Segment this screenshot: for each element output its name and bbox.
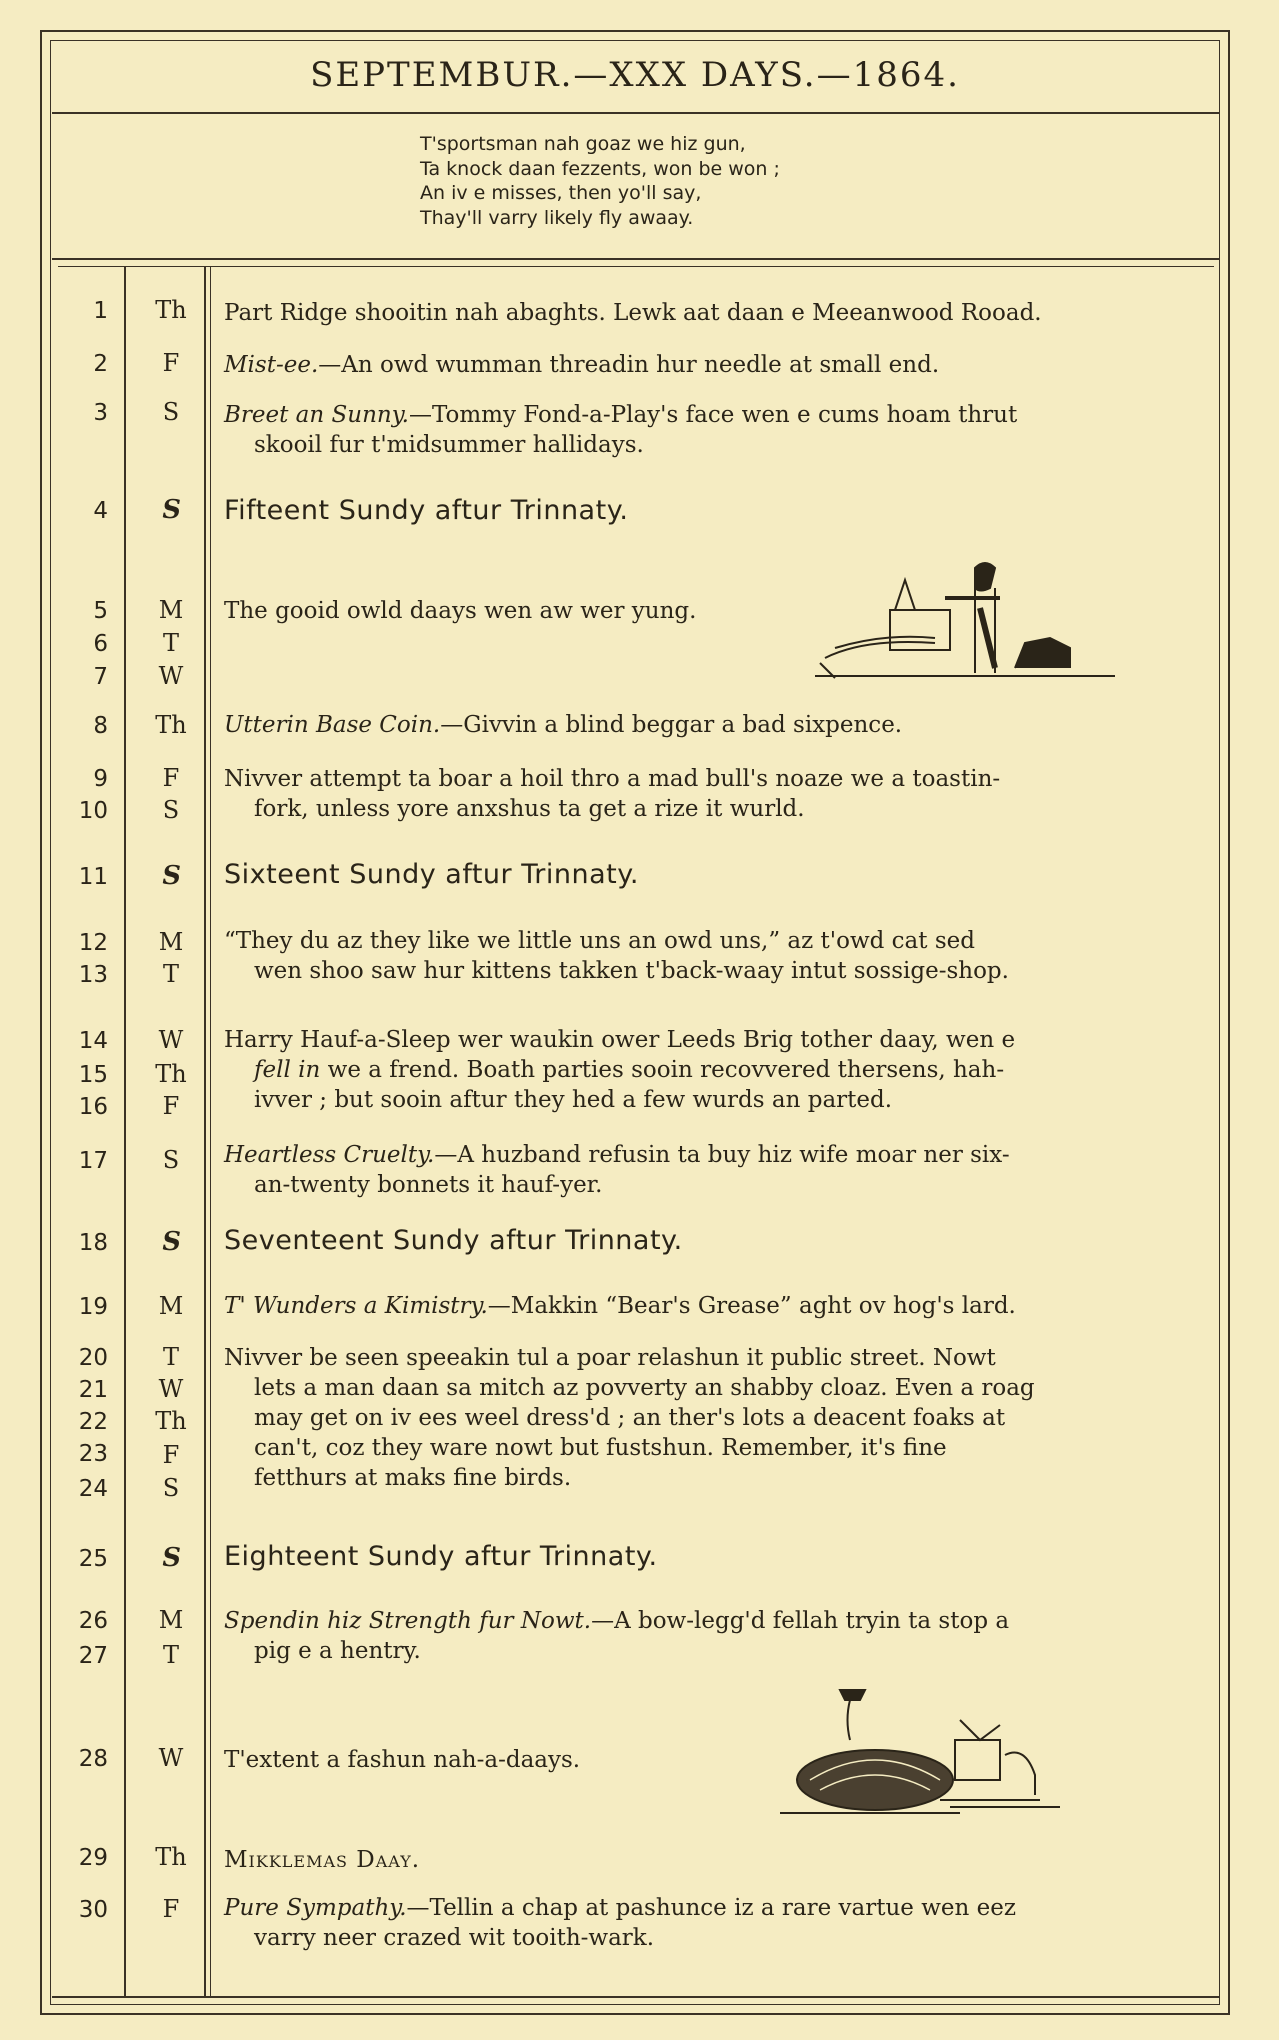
- entry-17: [224, 1140, 1204, 1200]
- weekday: W: [158, 1026, 184, 1054]
- day-number: 9: [93, 766, 108, 792]
- day-number: 24: [78, 1476, 108, 1502]
- day-number: 12: [78, 930, 108, 956]
- entry-text: —Tommy Fond-a-Play's face wen e cums hoam thrut: [408, 402, 1018, 428]
- entry-30: [224, 1893, 1204, 1953]
- poem-line: An iv e misses, then yo'll say,: [420, 182, 702, 204]
- weekday: M: [158, 1606, 184, 1634]
- entry-continuation: lets a man daan sa mitch az povverty an shabby cloaz. Even a roag: [254, 1375, 1035, 1401]
- entry-19: [224, 1291, 1204, 1321]
- entry-text: —A bow-legg'd fellah tryin ta stop a: [591, 1608, 1010, 1634]
- weekday: F: [162, 1092, 180, 1120]
- entry-20: [224, 1343, 1204, 1493]
- day-number: 27: [78, 1643, 108, 1669]
- entry-text: —Makkin “Bear's Grease” aght ov hog's lard.: [487, 1293, 1016, 1319]
- day-number: 2: [93, 351, 108, 377]
- entry-9: [224, 764, 1204, 824]
- entry-continuation: pig e a hentry.: [254, 1638, 421, 1664]
- entry-12: [224, 926, 1204, 986]
- day-number: 6: [93, 631, 108, 657]
- weekday: Th: [155, 1060, 187, 1088]
- weekday: S: [162, 796, 180, 824]
- weekday: M: [158, 1292, 184, 1320]
- day-number: 15: [78, 1062, 108, 1088]
- entry-text: Harry Hauf-a-Sleep wer waukin ower Leeds Brig tother daay, wen e: [224, 1027, 1016, 1053]
- col-divider-3: [210, 266, 211, 1996]
- weekday: F: [162, 1895, 180, 1923]
- entry-text: we a frend. Boath parties sooin recovvered thersens, hah-: [320, 1057, 1005, 1083]
- day-number: 11: [78, 864, 108, 890]
- day-number: 30: [78, 1897, 108, 1923]
- day-number: 5: [93, 598, 108, 624]
- day-number: 28: [78, 1746, 108, 1772]
- entry-heading: Breet an Sunny.: [224, 402, 409, 428]
- day-number: 3: [93, 400, 108, 426]
- entry-continuation: skooil fur t'midsummer hallidays.: [254, 432, 644, 458]
- day-number: 19: [78, 1294, 108, 1320]
- sunday-symbol: S: [158, 495, 184, 525]
- entry-heading: Spendin hiz Strength fur Nowt.: [224, 1608, 592, 1634]
- entry-text: “They du az they like we little uns an owd uns,” az t'owd cat sed: [224, 928, 975, 954]
- day-number: 21: [78, 1377, 108, 1403]
- day-number: 22: [78, 1409, 108, 1435]
- weekday: T: [162, 960, 179, 988]
- entry-28: T'extent a fashun nah-a-daays.: [224, 1747, 581, 1773]
- sunday-symbol: S: [158, 1227, 184, 1257]
- weekday: W: [158, 1744, 184, 1772]
- sunday-symbol: S: [158, 861, 184, 891]
- day-number: 17: [78, 1148, 108, 1174]
- entry-emphasis: fell in: [254, 1057, 321, 1083]
- entry-heading: Pure Sympathy.: [224, 1895, 407, 1921]
- day-number: 8: [93, 713, 108, 739]
- sunday-heading: Sixteent Sundy aftur Trinnaty.: [224, 859, 639, 890]
- weekday: W: [158, 1375, 184, 1403]
- sunday-heading: Eighteent Sundy aftur Trinnaty.: [224, 1541, 658, 1572]
- day-number: 7: [93, 664, 108, 690]
- col-divider-2: [204, 266, 206, 1996]
- weekday: T: [162, 1641, 179, 1669]
- entry-26: [224, 1606, 1204, 1666]
- day-number: 26: [78, 1608, 108, 1634]
- entry-continuation: an-twenty bonnets it hauf-yer.: [254, 1172, 603, 1198]
- day-number: 16: [78, 1094, 108, 1120]
- weekday: Th: [155, 296, 187, 324]
- page-title: SEPTEMBUR.—XXX DAYS.—1864.: [310, 55, 960, 95]
- weekday: T: [162, 1343, 179, 1371]
- entry-continuation: can't, coz they ware nowt but fustshun. Remember, it's fine: [254, 1435, 947, 1461]
- poem-line: T'sportsman nah goaz we hiz gun,: [420, 133, 746, 155]
- weekday: Th: [155, 1407, 187, 1435]
- entry-text: —Givvin a blind beggar a bad sixpence.: [440, 712, 903, 738]
- entry-continuation: wen shoo saw hur kittens takken t'back-waay intut sossige-shop.: [254, 958, 1009, 984]
- bottom-rule: [52, 1996, 1220, 1998]
- day-number: 18: [78, 1230, 108, 1256]
- entry-3: [224, 400, 1204, 460]
- day-number: 4: [93, 498, 108, 524]
- fashion-illustration: [780, 1685, 1090, 1820]
- entry-continuation: varry neer crazed wit tooith-wark.: [254, 1925, 655, 1951]
- day-number: 14: [78, 1028, 108, 1054]
- entry-29: Mikklemas Daay.: [224, 1847, 421, 1873]
- entry-text: —A huzband refusin ta buy hiz wife moar ner six-: [434, 1142, 1010, 1168]
- entry-8: [224, 710, 1204, 740]
- weekday: Th: [155, 711, 187, 739]
- weekday: F: [162, 349, 180, 377]
- entry-text: Nivver be seen speeakin tul a poar relashun it public street. Nowt: [224, 1345, 996, 1371]
- entry-continuation: may get on iv ees weel dress'd ; an ther's lots a deacent foaks at: [254, 1405, 1006, 1431]
- day-number: 25: [78, 1546, 108, 1572]
- entry-text: —Tellin a chap at pashunce iz a rare vartue wen eez: [406, 1895, 1016, 1921]
- entry-heading: Mist-ee.: [224, 352, 319, 378]
- day-number: 23: [78, 1441, 108, 1467]
- sunday-symbol: S: [158, 1543, 184, 1573]
- sunday-heading: Seventeent Sundy aftur Trinnaty.: [224, 1225, 683, 1256]
- sunday-heading: Fifteent Sundy aftur Trinnaty.: [224, 495, 629, 526]
- poem-rule: [52, 258, 1220, 260]
- entry-14: [224, 1025, 1204, 1115]
- day-number: 13: [78, 962, 108, 988]
- entry-1: Part Ridge shooitin nah abaghts. Lewk aat daan e Meeanwood Rooad.: [224, 300, 1042, 326]
- entry-continuation: ivver ; but sooin aftur they hed a few wurds an parted.: [254, 1087, 893, 1113]
- weekday: S: [162, 1146, 180, 1174]
- entry-text: Nivver attempt ta boar a hoil thro a mad bull's noaze we a toastin-: [224, 766, 1001, 792]
- day-number: 29: [78, 1845, 108, 1871]
- weekday: W: [158, 662, 184, 690]
- poem-line: Thay'll varry likely fly awaay.: [420, 206, 694, 229]
- entry-continuation: fork, unless yore anxshus ta get a rize it wurld.: [254, 796, 805, 822]
- entry-5: The gooid owld daays wen aw wer yung.: [224, 598, 697, 624]
- weekday: Th: [155, 1843, 187, 1871]
- weekday: S: [162, 398, 180, 426]
- day-number: 20: [78, 1345, 108, 1371]
- weekday: S: [162, 1474, 180, 1502]
- entry-heading: Heartless Cruelty.: [224, 1142, 435, 1168]
- poem: [420, 132, 940, 230]
- entry-heading: Utterin Base Coin.: [224, 712, 441, 738]
- day-number: 10: [78, 798, 108, 824]
- weekday: F: [162, 764, 180, 792]
- weekday: F: [162, 1441, 180, 1469]
- weekday: M: [158, 596, 184, 624]
- poem-line: Ta knock daan fezzents, won be won ;: [420, 157, 780, 180]
- title-rule: [52, 112, 1220, 114]
- day-number: 1: [93, 298, 108, 324]
- weekday: T: [162, 629, 179, 657]
- col-divider-1: [124, 266, 126, 1996]
- weekday: M: [158, 928, 184, 956]
- entry-heading: T' Wunders a Kimistry.: [224, 1293, 488, 1319]
- old-days-illustration: [815, 548, 1125, 683]
- entry-2: [224, 350, 1204, 380]
- entry-continuation: fetthurs at maks fine birds.: [254, 1465, 572, 1491]
- poem-rule-2: [58, 266, 1214, 267]
- entry-text: —An owd wumman threadin hur needle at small end.: [318, 352, 940, 378]
